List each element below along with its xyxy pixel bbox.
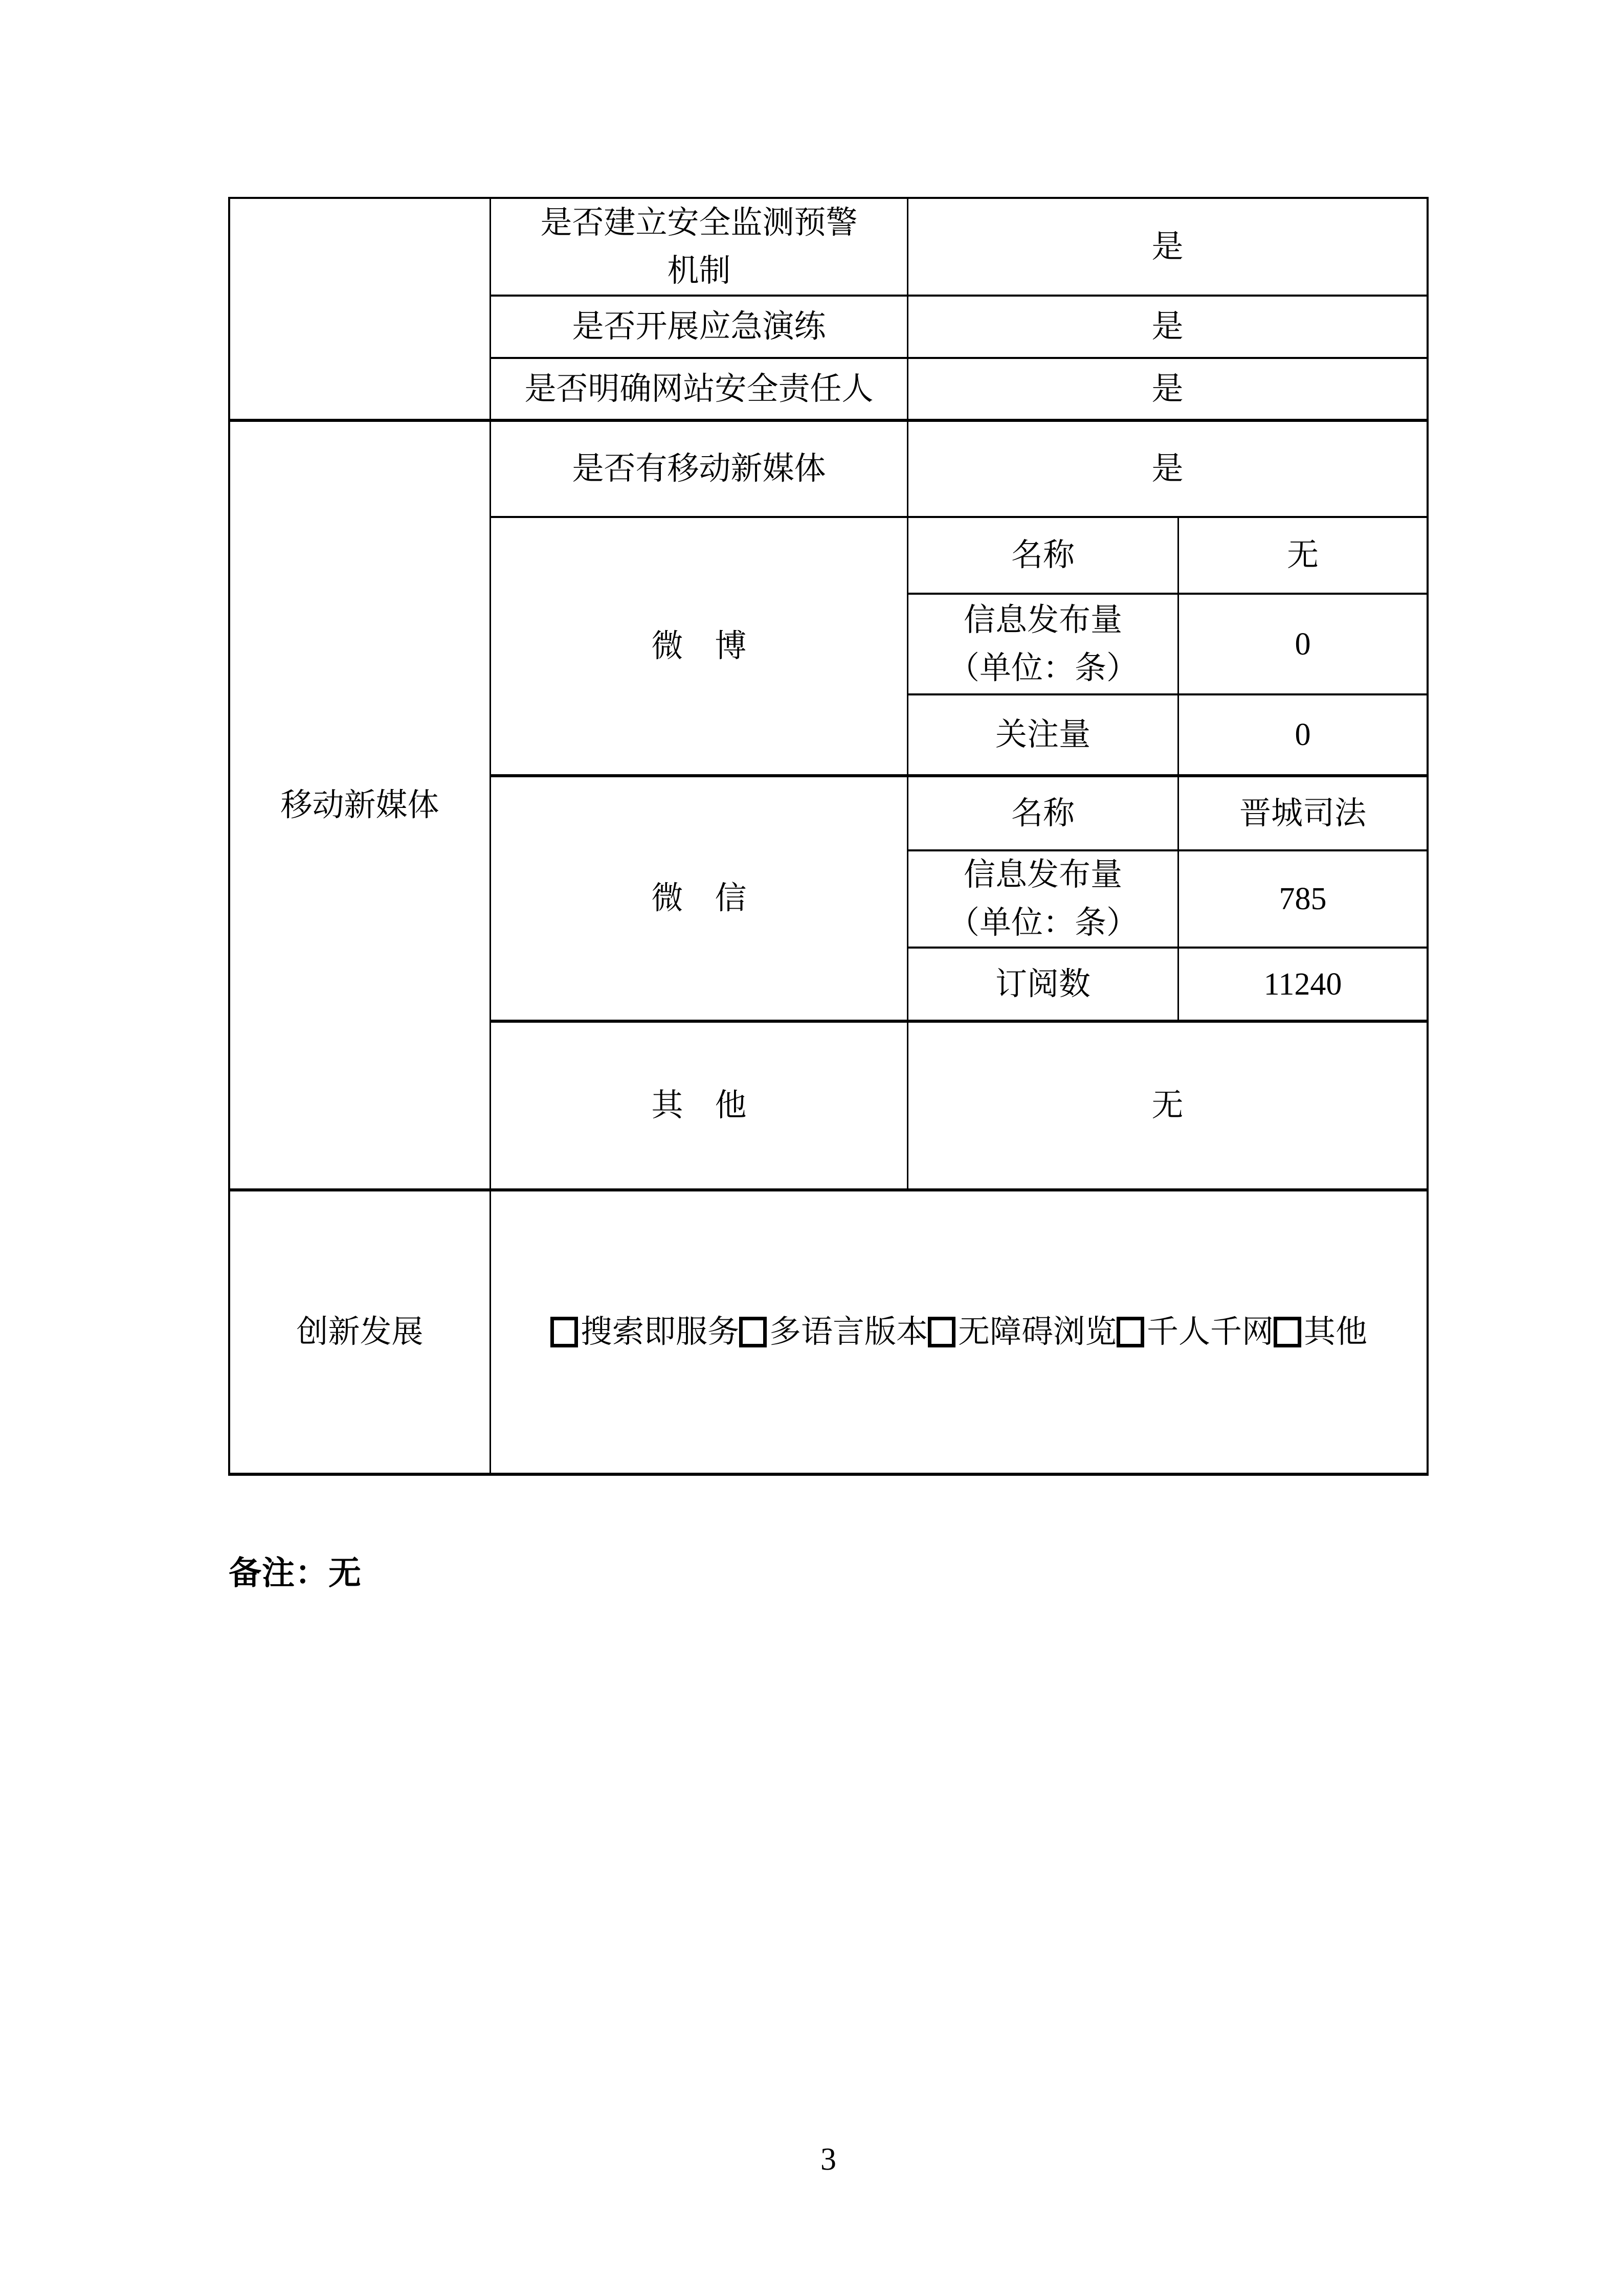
- question-label-line2: 机制: [667, 253, 731, 288]
- innovation-checkbox-line: [550, 1314, 1367, 1350]
- stat-value: 0: [1295, 717, 1311, 752]
- wechat-posts-value-cell: [1179, 851, 1427, 949]
- stat-label-line2: （单位：条）: [947, 650, 1138, 686]
- question-label: 是否有移动新媒体: [572, 452, 826, 486]
- other-value: 无: [1151, 1088, 1184, 1123]
- section-header-innovation: [230, 1191, 491, 1473]
- checkbox-option: [1274, 1315, 1367, 1349]
- answer-value: 是: [1151, 371, 1184, 407]
- checkbox-label: 其他: [1304, 1315, 1368, 1349]
- stat-label-line1: 信息发布量: [963, 602, 1122, 638]
- page-number: 3: [820, 2142, 836, 2177]
- stat-label: 关注量: [995, 717, 1091, 752]
- weibo-name-value-cell: [1179, 518, 1427, 595]
- wechat-name-label-cell: [908, 777, 1179, 851]
- has-mobile-media-answer-cell: [908, 422, 1427, 518]
- question-label: 是否明确网站安全责任人: [524, 371, 874, 407]
- remark-note: 备注：无: [229, 1555, 362, 1591]
- security-answer-cell: [908, 297, 1427, 359]
- stat-label: 名称: [1011, 796, 1075, 831]
- security-answer-cell: [908, 199, 1427, 297]
- checkbox-unchecked-icon[interactable]: [1274, 1317, 1301, 1347]
- stat-label: 订阅数: [995, 966, 1091, 1002]
- weibo-label: 微 博: [651, 628, 747, 664]
- stat-value: 无: [1286, 538, 1319, 573]
- checkbox-option: [550, 1315, 739, 1349]
- checkbox-label: 千人千网: [1147, 1315, 1274, 1349]
- other-media-label-cell: [491, 1023, 908, 1191]
- checkbox-label: 多语言版本: [769, 1315, 928, 1349]
- checkbox-option: [739, 1315, 928, 1349]
- weibo-posts-label-cell: [908, 595, 1179, 695]
- weibo-name-label-cell: [908, 518, 1179, 595]
- security-question-row: [491, 359, 908, 422]
- stat-value: 11240: [1263, 966, 1342, 1002]
- wechat-label-cell: [491, 777, 908, 1023]
- checkbox-unchecked-icon[interactable]: [928, 1317, 955, 1347]
- weibo-posts-value-cell: [1179, 595, 1427, 695]
- security-question-row: [491, 199, 908, 297]
- other-media-value-cell: [908, 1023, 1427, 1191]
- wechat-name-value-cell: [1179, 777, 1427, 851]
- wechat-subscribers-label-cell: [908, 949, 1179, 1023]
- checkbox-label: 无障碍浏览: [958, 1315, 1117, 1349]
- checkbox-option: [928, 1315, 1117, 1349]
- checkbox-option: [1117, 1315, 1274, 1349]
- stat-value: 785: [1279, 882, 1327, 916]
- stat-value: 晋城司法: [1239, 796, 1366, 831]
- question-label: 是否开展应急演练: [572, 309, 826, 344]
- stat-value: 0: [1295, 626, 1311, 662]
- checkbox-unchecked-icon[interactable]: [739, 1317, 767, 1347]
- section-header-label: 移动新媒体: [280, 787, 439, 823]
- answer-value: 是: [1151, 309, 1184, 344]
- wechat-posts-label-cell: [908, 851, 1179, 949]
- answer-value: 是: [1151, 229, 1184, 264]
- stat-label-line2: （单位：条）: [947, 906, 1138, 940]
- checkbox-unchecked-icon[interactable]: [1117, 1317, 1144, 1347]
- security-answer-cell: [908, 359, 1427, 422]
- question-label-line1: 是否建立安全监测预警: [540, 205, 858, 240]
- section-header-blank-cell: [230, 199, 491, 422]
- section-header-mobile-media: [230, 422, 491, 1191]
- answer-value: 是: [1151, 452, 1184, 486]
- checkbox-unchecked-icon[interactable]: [550, 1317, 578, 1347]
- annual-report-table: [228, 197, 1429, 1476]
- innovation-options-cell: [491, 1191, 1427, 1473]
- weibo-followers-label-cell: [908, 695, 1179, 777]
- other-label: 其 他: [651, 1088, 747, 1123]
- checkbox-label: 搜索即服务: [580, 1315, 739, 1349]
- section-header-label: 创新发展: [296, 1315, 424, 1349]
- security-question-row: [491, 297, 908, 359]
- wechat-label: 微 信: [651, 881, 747, 916]
- weibo-followers-value-cell: [1179, 695, 1427, 777]
- weibo-label-cell: [491, 518, 908, 777]
- stat-label: 名称: [1011, 538, 1075, 573]
- stat-label-line1: 信息发布量: [963, 858, 1122, 892]
- wechat-subscribers-value-cell: [1179, 949, 1427, 1023]
- has-mobile-media-label-cell: [491, 422, 908, 518]
